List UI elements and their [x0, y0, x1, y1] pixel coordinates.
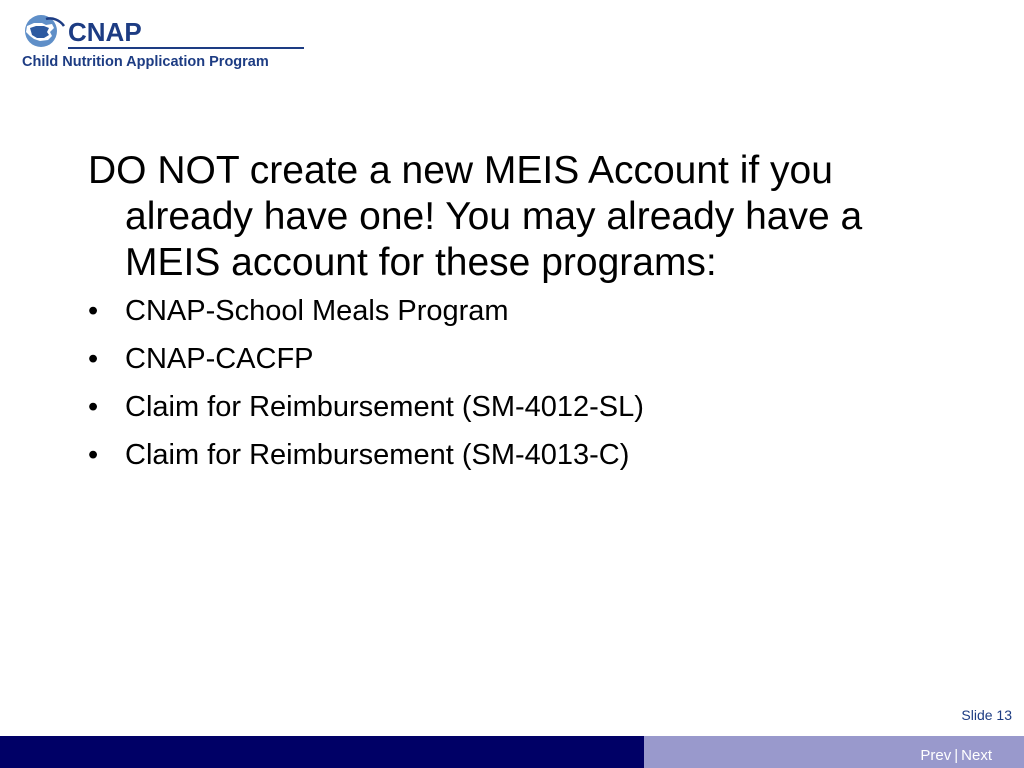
prev-link[interactable]: Prev [920, 747, 952, 764]
bullet-icon: • [88, 391, 99, 423]
nav-separator: | [954, 747, 959, 764]
slide-content [88, 148, 948, 486]
state-map-icon [22, 14, 66, 50]
list-item-text: Claim for Reimbursement (SM-4012-SL) [125, 391, 644, 423]
cnap-logo [22, 14, 312, 74]
lead-paragraph: DO NOT create a new MEIS Account if you already have one! You may already have a MEIS account for these programs: [88, 149, 863, 284]
next-link[interactable]: Next [961, 747, 992, 764]
bullet-icon: • [88, 343, 99, 375]
list-item [88, 294, 948, 328]
bullet-icon: • [88, 295, 99, 327]
list-item-text: CNAP-CACFP [125, 343, 314, 375]
slide-navigation [920, 747, 992, 764]
list-item [88, 438, 948, 472]
footer-dark-segment [0, 736, 644, 768]
list-item [88, 342, 948, 376]
slide-number: Slide 13 [961, 707, 1012, 723]
logo-wordmark: CNAP [68, 17, 142, 47]
list-item-text: CNAP-School Meals Program [125, 295, 509, 327]
bullet-icon: • [88, 439, 99, 471]
logo-divider [68, 47, 304, 49]
footer-bar [0, 736, 1024, 768]
list-item-text: Claim for Reimbursement (SM-4013-C) [125, 439, 630, 471]
logo-subtitle: Child Nutrition Application Program [22, 54, 269, 70]
list-item [88, 390, 948, 424]
program-list [88, 294, 948, 472]
